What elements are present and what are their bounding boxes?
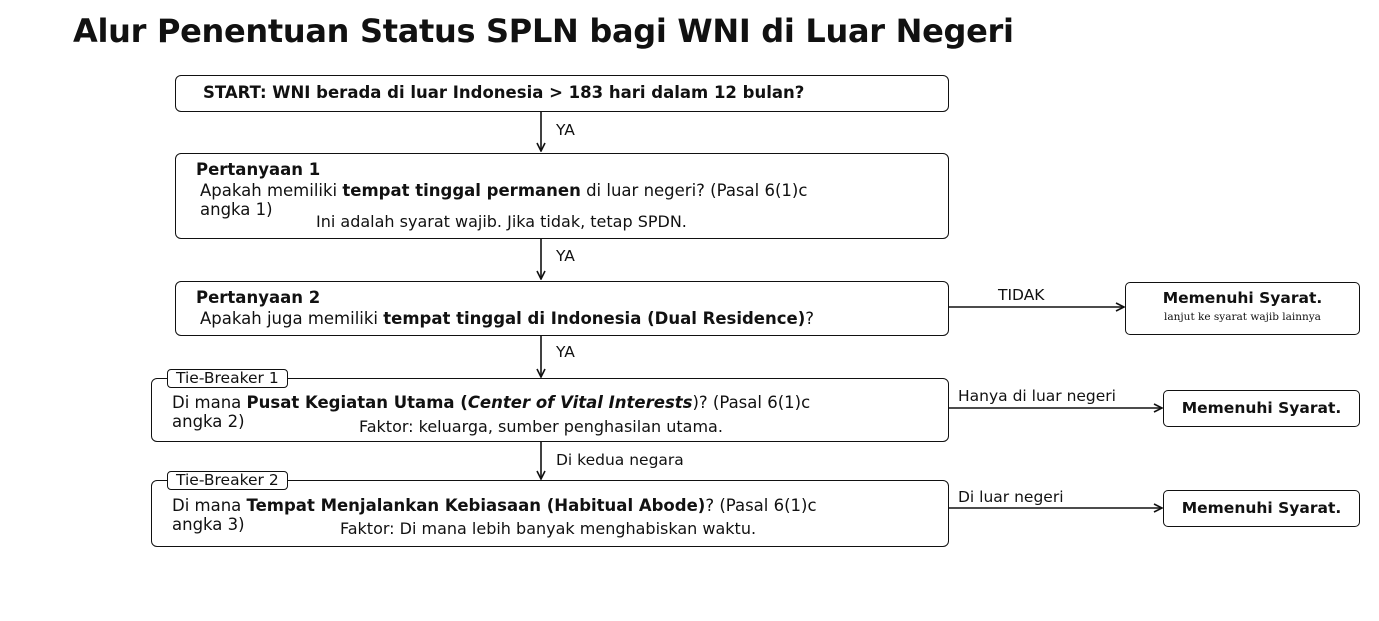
question-1-text-line2: angka 1) [200, 200, 273, 219]
outcome-1-box [1125, 282, 1360, 335]
page-title: Alur Penentuan Status SPLN bagi WNI di Luar Negeri [73, 12, 1014, 50]
tie-breaker-1-text-line2: angka 2) [172, 412, 245, 431]
start-text: START: WNI berada di luar Indonesia > 183 hari dalam 12 bulan? [203, 83, 805, 102]
question-1-heading: Pertanyaan 1 [196, 160, 321, 179]
question-1-box [175, 153, 949, 239]
tie-breaker-2-text [172, 496, 817, 516]
edge-label-ya-3: YA [556, 343, 575, 361]
edge-label-tidak: TIDAK [998, 286, 1045, 304]
tie-breaker-1-text-pre: Di mana [172, 393, 247, 412]
tie-breaker-2-text-line2: angka 3) [172, 515, 245, 534]
tie-breaker-1-text-post: )? (Pasal 6(1)c [692, 393, 811, 412]
edge-label-kedua-negara: Di kedua negara [556, 451, 684, 469]
question-2-text [200, 309, 814, 329]
tie-breaker-1-text-italic: Center of Vital Interests [467, 393, 693, 412]
edge-label-ya-1: YA [556, 121, 575, 139]
outcome-3-heading: Memenuhi Syarat. [1181, 499, 1342, 517]
question-2-box [175, 281, 949, 336]
question-2-text-post: ? [805, 309, 815, 328]
outcome-1-heading: Memenuhi Syarat. [1162, 289, 1323, 307]
tie-breaker-2-text-pre: Di mana [172, 496, 247, 515]
start-box [175, 75, 949, 112]
question-2-text-pre: Apakah juga memiliki [200, 309, 384, 328]
tie-breaker-1-text-bold: Pusat Kegiatan Utama [246, 393, 455, 412]
outcome-1-sub: lanjut ke syarat wajib lainnya [1164, 311, 1321, 323]
tie-breaker-2-box [151, 480, 949, 547]
question-1-text-post: di luar negeri? (Pasal 6(1)c [580, 181, 808, 200]
question-2-heading: Pertanyaan 2 [196, 288, 321, 307]
tie-breaker-1-text-paren: ( [454, 393, 468, 412]
question-1-text-pre: Apakah memiliki [200, 181, 343, 200]
tie-breaker-1-tag: Tie-Breaker 1 [167, 369, 288, 388]
question-1-text-bold: tempat tinggal permanen [342, 181, 581, 200]
tie-breaker-1-note: Faktor: keluarga, sumber penghasilan utama. [359, 417, 723, 436]
edge-label-luar-negeri: Di luar negeri [958, 488, 1064, 506]
tie-breaker-1-text [172, 393, 810, 413]
tie-breaker-2-note: Faktor: Di mana lebih banyak menghabiskan waktu. [340, 519, 757, 538]
edge-label-ya-2: YA [556, 247, 575, 265]
outcome-2-heading: Memenuhi Syarat. [1181, 399, 1342, 417]
outcome-2-box [1163, 390, 1360, 427]
question-1-note: Ini adalah syarat wajib. Jika tidak, tetap SPDN. [316, 212, 687, 231]
question-1-text [200, 181, 807, 201]
outcome-3-box [1163, 490, 1360, 527]
tie-breaker-2-tag: Tie-Breaker 2 [167, 471, 288, 490]
tie-breaker-2-text-bold: Tempat Menjalankan Kebiasaan (Habitual Abode) [246, 496, 706, 515]
tie-breaker-2-text-post: ? (Pasal 6(1)c [705, 496, 817, 515]
question-2-text-bold: tempat tinggal di Indonesia (Dual Residence) [383, 309, 806, 328]
edge-label-hanya-luar-negeri: Hanya di luar negeri [958, 387, 1116, 405]
